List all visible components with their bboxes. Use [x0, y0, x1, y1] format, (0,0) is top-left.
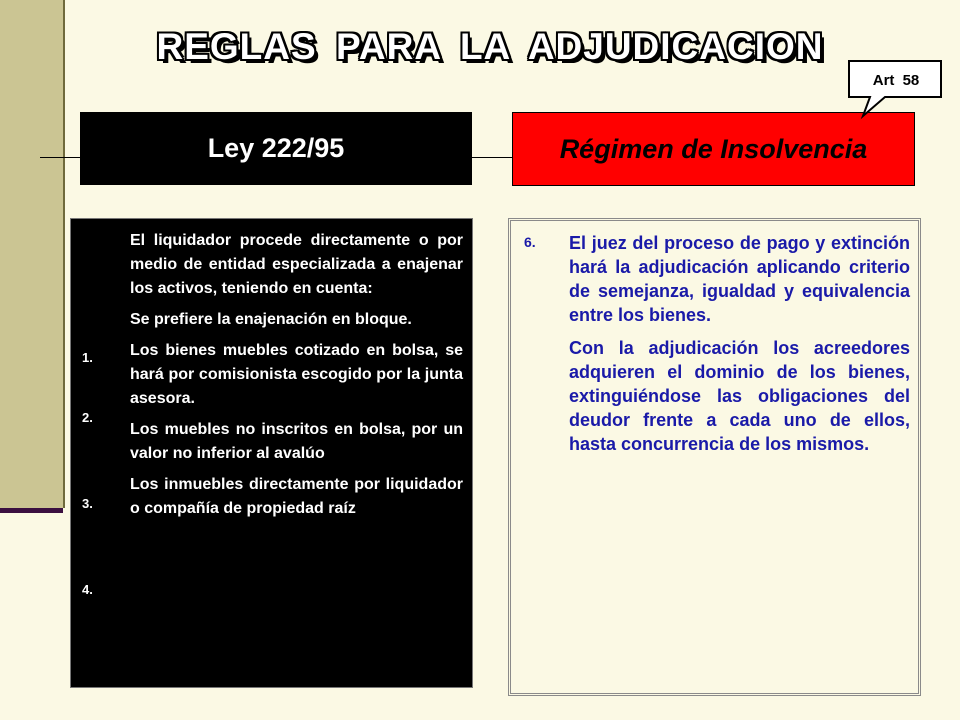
ley-item-2: Los bienes muebles cotizado en bolsa, se hará por comisionista escogido por la junta asesora.: [130, 342, 463, 407]
ley-item-2-number: 2.: [82, 410, 93, 425]
ley-item-4-number: 4.: [82, 582, 93, 597]
connector-line-left: [40, 157, 82, 158]
callout-bubble: [840, 60, 950, 130]
callout-label: Art 58: [872, 72, 920, 89]
regimen-paragraph-2: Con la adjudicación los acreedores adquieren el dominio de los bienes, extinguiéndose las obligaciones del deudor frente a cada uno de ellos, hasta concurrencia de los mismos.: [569, 338, 910, 454]
accent-bar: [0, 508, 63, 513]
ley-header-label: Ley 222/95: [207, 133, 345, 163]
ley-item-1: Se prefiere la enajenación en bloque.: [130, 311, 412, 328]
ley-content-text: [130, 229, 463, 528]
ley-header-box: [80, 112, 472, 185]
ley-item-3-number: 3.: [82, 496, 93, 511]
slide-title: REGLAS PARA LA ADJUDICACION: [156, 26, 824, 67]
left-band-divider: [63, 0, 65, 508]
ley-item-1-number: 1.: [82, 350, 93, 365]
connector-line-middle: [472, 157, 514, 158]
ley-item-3: Los muebles no inscritos en bolsa, por un valor no inferior al avalúo: [130, 421, 463, 462]
ley-item-4: Los inmuebles directamente por liquidador o compañía de propiedad raíz: [130, 476, 463, 517]
regimen-content-text: [569, 231, 910, 465]
left-decorative-band: [0, 0, 63, 508]
ley-intro: El liquidador procede directamente o por medio de entidad especializada a enajenar los activos, teniendo en cuenta:: [130, 232, 463, 297]
regimen-item-number: 6.: [524, 234, 536, 250]
regimen-paragraph-1: El juez del proceso de pago y extinción hará la adjudicación aplicando criterio de semejanza, igualdad y equivalencia entre los bienes.: [569, 233, 910, 325]
regimen-header-label: Régimen de Insolvencia: [559, 133, 868, 164]
